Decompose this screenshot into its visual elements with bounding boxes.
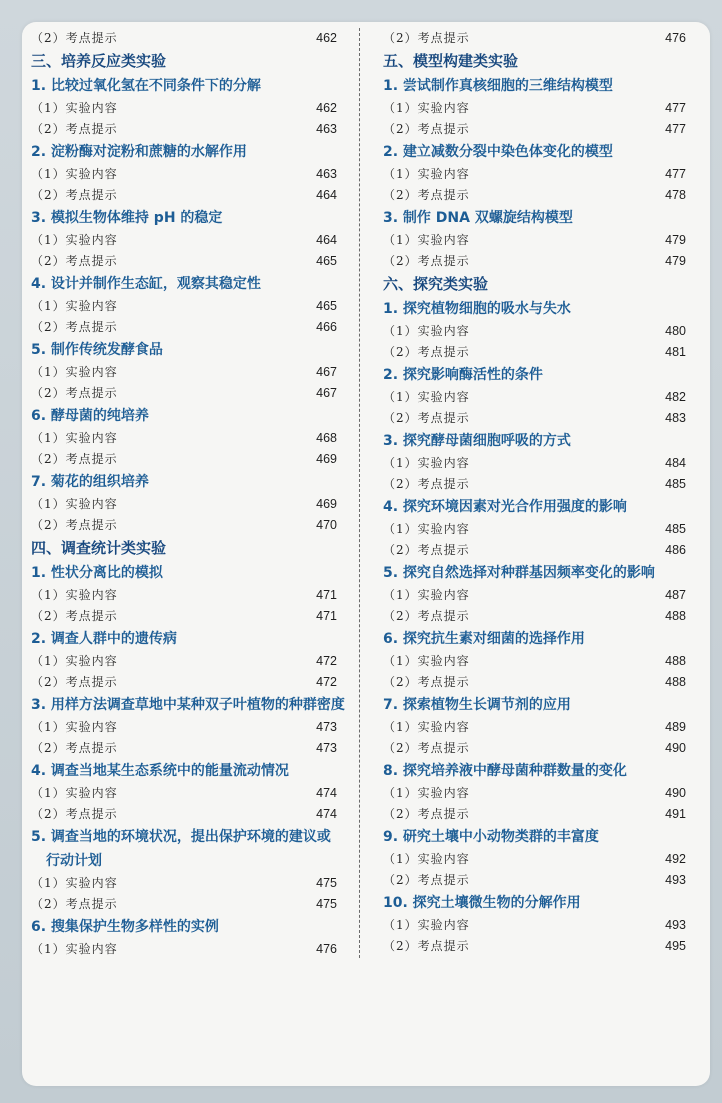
topic-heading-text: 8. 探究培养液中酵母菌种群数量的变化: [383, 763, 627, 779]
page-number: 469: [316, 497, 337, 511]
page-number: 472: [316, 654, 337, 668]
toc-entry-text: （1）实验内容: [383, 233, 470, 247]
topic-heading: [383, 140, 689, 164]
topic-heading-text: 2. 建立减数分裂中染色体变化的模型: [383, 144, 613, 160]
page-number: 464: [316, 188, 337, 202]
topic-heading: [383, 693, 689, 717]
toc-entry[interactable]: [383, 342, 689, 363]
topic-heading: [31, 759, 337, 783]
toc-entry[interactable]: [383, 870, 689, 891]
page-number: 473: [316, 741, 337, 755]
toc-entry-text: （1）实验内容: [383, 918, 470, 932]
toc-entry[interactable]: [31, 119, 337, 140]
toc-entry-text: （1）实验内容: [383, 101, 470, 115]
page-number: 474: [316, 786, 337, 800]
toc-entry[interactable]: [31, 939, 337, 960]
toc-entry[interactable]: [383, 606, 689, 627]
page-number: 490: [665, 786, 686, 800]
toc-entry-text: （2）考点提示: [31, 807, 118, 821]
toc-entry-text: （1）实验内容: [383, 324, 470, 338]
page-number: 476: [316, 942, 337, 956]
topic-heading: [383, 363, 689, 387]
section-heading: [31, 49, 337, 74]
topic-heading-text: 2. 探究影响酶活性的条件: [383, 367, 543, 383]
topic-heading-text: 4. 探究环境因素对光合作用强度的影响: [383, 499, 627, 515]
page-number: 465: [316, 254, 337, 268]
toc-entry-text: （1）实验内容: [31, 497, 118, 511]
topic-heading: [383, 429, 689, 453]
toc-entry[interactable]: [383, 585, 689, 606]
page-number: 493: [665, 918, 686, 932]
topic-heading: [383, 74, 689, 98]
page-number: 468: [316, 431, 337, 445]
toc-entry[interactable]: [31, 383, 337, 404]
toc-entry[interactable]: [383, 651, 689, 672]
toc-entry[interactable]: [31, 317, 337, 338]
topic-heading: [383, 206, 689, 230]
toc-entry-text: （1）实验内容: [31, 167, 118, 181]
topic-heading: [31, 140, 337, 164]
toc-entry-text: （2）考点提示: [383, 741, 470, 755]
toc-entry[interactable]: [383, 387, 689, 408]
page-number: 477: [665, 122, 686, 136]
toc-right-column: [383, 28, 689, 957]
toc-entry[interactable]: [31, 164, 337, 185]
page-number: 483: [665, 411, 686, 425]
page-number: 485: [665, 522, 686, 536]
toc-entry[interactable]: [383, 119, 689, 140]
topic-heading-text: 3. 模拟生物体维持 pH 的稳定: [31, 210, 223, 226]
toc-entry-text: （2）考点提示: [31, 386, 118, 400]
toc-entry-text: （2）考点提示: [31, 452, 118, 466]
topic-heading: [31, 206, 337, 230]
toc-entry[interactable]: [31, 606, 337, 627]
toc-entry-text: （2）考点提示: [383, 188, 470, 202]
toc-entry-text: （2）考点提示: [31, 675, 118, 689]
toc-entry[interactable]: [31, 251, 337, 272]
page-number: 476: [665, 31, 686, 45]
toc-entry[interactable]: [383, 849, 689, 870]
toc-entry[interactable]: [31, 494, 337, 515]
page-number: 472: [316, 675, 337, 689]
toc-entry-text: （2）考点提示: [383, 807, 470, 821]
page-number: 488: [665, 609, 686, 623]
toc-entry[interactable]: [383, 804, 689, 825]
toc-entry[interactable]: [31, 894, 337, 915]
topic-heading: [31, 470, 337, 494]
page-number: 486: [665, 543, 686, 557]
page-number: 479: [665, 254, 686, 268]
toc-entry-text: （1）实验内容: [31, 876, 118, 890]
toc-entry-text: （2）考点提示: [31, 188, 118, 202]
topic-heading: [31, 915, 337, 939]
toc-entry-text: （2）考点提示: [383, 31, 470, 45]
topic-heading: [383, 561, 689, 585]
toc-entry-text: （2）考点提示: [383, 543, 470, 557]
section-heading: [383, 49, 689, 74]
section-heading-text: 五、模型构建类实验: [383, 52, 519, 70]
section-heading: [31, 536, 337, 561]
toc-entry-text: （1）实验内容: [31, 365, 118, 379]
page-number: 478: [665, 188, 686, 202]
toc-entry-text: （1）实验内容: [383, 852, 470, 866]
toc-entry-text: （1）实验内容: [383, 786, 470, 800]
page-number: 470: [316, 518, 337, 532]
toc-entry[interactable]: [31, 873, 337, 894]
topic-heading-text: 4. 设计并制作生态缸，观察其稳定性: [31, 276, 261, 292]
page-number: 465: [316, 299, 337, 313]
topic-heading: [383, 297, 689, 321]
toc-entry[interactable]: [383, 164, 689, 185]
toc-entry-text: （2）考点提示: [31, 518, 118, 532]
toc-entry[interactable]: [383, 672, 689, 693]
toc-entry[interactable]: [31, 428, 337, 449]
toc-left-column: [31, 28, 345, 960]
column-divider: [359, 28, 360, 958]
page-number: 482: [665, 390, 686, 404]
toc-entry-text: （2）考点提示: [383, 411, 470, 425]
topic-heading: [31, 561, 337, 585]
toc-entry-text: （2）考点提示: [31, 897, 118, 911]
page-number: 485: [665, 477, 686, 491]
page-number: 462: [316, 101, 337, 115]
topic-heading-text: 2. 调查人群中的遗传病: [31, 631, 177, 647]
page-number: 495: [665, 939, 686, 953]
toc-entry-text: （1）实验内容: [383, 720, 470, 734]
page-number: 474: [316, 807, 337, 821]
topic-heading: [31, 74, 337, 98]
topic-heading: [31, 825, 337, 849]
toc-entry[interactable]: [383, 717, 689, 738]
topic-heading: [31, 627, 337, 651]
toc-entry[interactable]: [383, 519, 689, 540]
toc-entry[interactable]: [31, 296, 337, 317]
section-heading: [383, 272, 689, 297]
page-number: 477: [665, 101, 686, 115]
toc-entry[interactable]: [383, 936, 689, 957]
topic-heading-text: 1. 尝试制作真核细胞的三维结构模型: [383, 78, 613, 94]
toc-entry-text: （2）考点提示: [383, 122, 470, 136]
toc-entry[interactable]: [31, 783, 337, 804]
topic-heading-text: 5. 制作传统发酵食品: [31, 342, 163, 358]
topic-heading-text: 6. 酵母菌的纯培养: [31, 408, 149, 424]
topic-heading: [383, 825, 689, 849]
page-number: 467: [316, 386, 337, 400]
topic-heading: [31, 338, 337, 362]
toc-entry-text: （1）实验内容: [31, 299, 118, 313]
toc-entry-text: （2）考点提示: [383, 345, 470, 359]
topic-heading-text: 7. 探索植物生长调节剂的应用: [383, 697, 571, 713]
topic-heading-text: 6. 搜集保护生物多样性的实例: [31, 919, 219, 935]
toc-entry-text: （1）实验内容: [383, 654, 470, 668]
page-number: 466: [316, 320, 337, 334]
toc-entry-text: （2）考点提示: [383, 477, 470, 491]
toc-entry-text: （2）考点提示: [31, 320, 118, 334]
topic-heading-text: 1. 探究植物细胞的吸水与失水: [383, 301, 571, 317]
page-number: 488: [665, 675, 686, 689]
topic-heading-text: 1. 性状分离比的模拟: [31, 565, 163, 581]
topic-heading: [383, 891, 689, 915]
toc-entry[interactable]: [383, 185, 689, 206]
toc-entry-text: （1）实验内容: [31, 786, 118, 800]
section-heading-text: 四、调查统计类实验: [31, 539, 167, 557]
page-number: 479: [665, 233, 686, 247]
toc-entry[interactable]: [383, 321, 689, 342]
page-number: 489: [665, 720, 686, 734]
section-heading-text: 三、培养反应类实验: [31, 52, 167, 70]
page-number: 467: [316, 365, 337, 379]
page-number: 487: [665, 588, 686, 602]
toc-entry[interactable]: [31, 185, 337, 206]
topic-heading-text: 3. 制作 DNA 双螺旋结构模型: [383, 210, 573, 226]
toc-entry[interactable]: [383, 540, 689, 561]
topic-heading-text: 9. 研究土壤中小动物类群的丰富度: [383, 829, 599, 845]
topic-heading-text: 10. 探究土壤微生物的分解作用: [383, 895, 581, 911]
page-number: 492: [665, 852, 686, 866]
toc-entry-text: （2）考点提示: [31, 741, 118, 755]
toc-entry-text: （1）实验内容: [383, 588, 470, 602]
page-number: 463: [316, 167, 337, 181]
toc-entry-text: （1）实验内容: [383, 456, 470, 470]
topic-heading: [31, 693, 345, 717]
page-number: 491: [665, 807, 686, 821]
toc-entry[interactable]: [383, 408, 689, 429]
page-number: 471: [316, 609, 337, 623]
topic-heading-text: 6. 探究抗生素对细菌的选择作用: [383, 631, 585, 647]
toc-entry[interactable]: [383, 915, 689, 936]
topic-heading: [31, 272, 337, 296]
toc-entry-text: （1）实验内容: [31, 654, 118, 668]
topic-heading-continued: [31, 849, 337, 873]
topic-heading-text: 7. 菊花的组织培养: [31, 474, 149, 490]
toc-entry[interactable]: [383, 230, 689, 251]
toc-entry[interactable]: [31, 738, 337, 759]
toc-entry-text: （1）实验内容: [31, 720, 118, 734]
page-number: 463: [316, 122, 337, 136]
toc-entry[interactable]: [31, 362, 337, 383]
page-number: 481: [665, 345, 686, 359]
toc-entry[interactable]: [383, 453, 689, 474]
toc-entry-text: （1）实验内容: [383, 167, 470, 181]
topic-heading-text: 4. 调查当地某生态系统中的能量流动情况: [31, 763, 289, 779]
toc-entry-text: （2）考点提示: [31, 31, 118, 45]
topic-heading-text: 3. 用样方法调查草地中某种双子叶植物的种群密度: [31, 697, 345, 713]
toc-entry[interactable]: [383, 738, 689, 759]
toc-entry-text: （2）考点提示: [31, 122, 118, 136]
topic-heading-text: 1. 比较过氧化氢在不同条件下的分解: [31, 78, 261, 94]
toc-entry[interactable]: [31, 585, 337, 606]
topic-heading: [383, 627, 689, 651]
topic-heading: [31, 404, 337, 428]
toc-entry[interactable]: [31, 717, 337, 738]
page-number: 493: [665, 873, 686, 887]
page-number: 488: [665, 654, 686, 668]
toc-entry[interactable]: [383, 474, 689, 495]
page-number: 475: [316, 876, 337, 890]
page-number: 471: [316, 588, 337, 602]
toc-entry[interactable]: [31, 515, 337, 536]
toc-entry[interactable]: [31, 230, 337, 251]
topic-heading-text: 2. 淀粉酶对淀粉和蔗糖的水解作用: [31, 144, 247, 160]
toc-entry[interactable]: [383, 251, 689, 272]
page-number: 469: [316, 452, 337, 466]
toc-entry-text: （2）考点提示: [383, 675, 470, 689]
toc-entry[interactable]: [383, 783, 689, 804]
topic-heading-text: 5. 调查当地的环境状况，提出保护环境的建议或: [31, 829, 331, 845]
toc-entry-text: （2）考点提示: [383, 254, 470, 268]
toc-entry-text: （1）实验内容: [31, 431, 118, 445]
topic-heading-continued-text: 行动计划: [46, 853, 102, 869]
toc-entry-text: （2）考点提示: [383, 939, 470, 953]
page-number: 475: [316, 897, 337, 911]
topic-heading: [383, 495, 689, 519]
toc-entry[interactable]: [31, 98, 337, 119]
toc-entry[interactable]: [31, 28, 337, 49]
toc-entry-text: （2）考点提示: [383, 609, 470, 623]
page-number: 480: [665, 324, 686, 338]
section-heading-text: 六、探究类实验: [383, 275, 489, 293]
toc-entry[interactable]: [31, 449, 337, 470]
toc-entry-text: （1）实验内容: [31, 942, 118, 956]
toc-entry[interactable]: [383, 28, 689, 49]
toc-entry-text: （2）考点提示: [31, 609, 118, 623]
toc-entry[interactable]: [31, 804, 337, 825]
toc-entry[interactable]: [31, 672, 337, 693]
toc-entry-text: （2）考点提示: [383, 873, 470, 887]
topic-heading: [383, 759, 689, 783]
topic-heading-text: 5. 探究自然选择对种群基因频率变化的影响: [383, 565, 655, 581]
toc-entry[interactable]: [31, 651, 337, 672]
toc-entry-text: （1）实验内容: [31, 588, 118, 602]
page-number: 462: [316, 31, 337, 45]
toc-entry-text: （2）考点提示: [31, 254, 118, 268]
toc-entry-text: （1）实验内容: [383, 522, 470, 536]
page-number: 484: [665, 456, 686, 470]
toc-entry[interactable]: [383, 98, 689, 119]
page-number: 490: [665, 741, 686, 755]
page-number: 473: [316, 720, 337, 734]
page-number: 464: [316, 233, 337, 247]
toc-entry-text: （1）实验内容: [383, 390, 470, 404]
page-number: 477: [665, 167, 686, 181]
topic-heading-text: 3. 探究酵母菌细胞呼吸的方式: [383, 433, 571, 449]
toc-entry-text: （1）实验内容: [31, 233, 118, 247]
toc-entry-text: （1）实验内容: [31, 101, 118, 115]
